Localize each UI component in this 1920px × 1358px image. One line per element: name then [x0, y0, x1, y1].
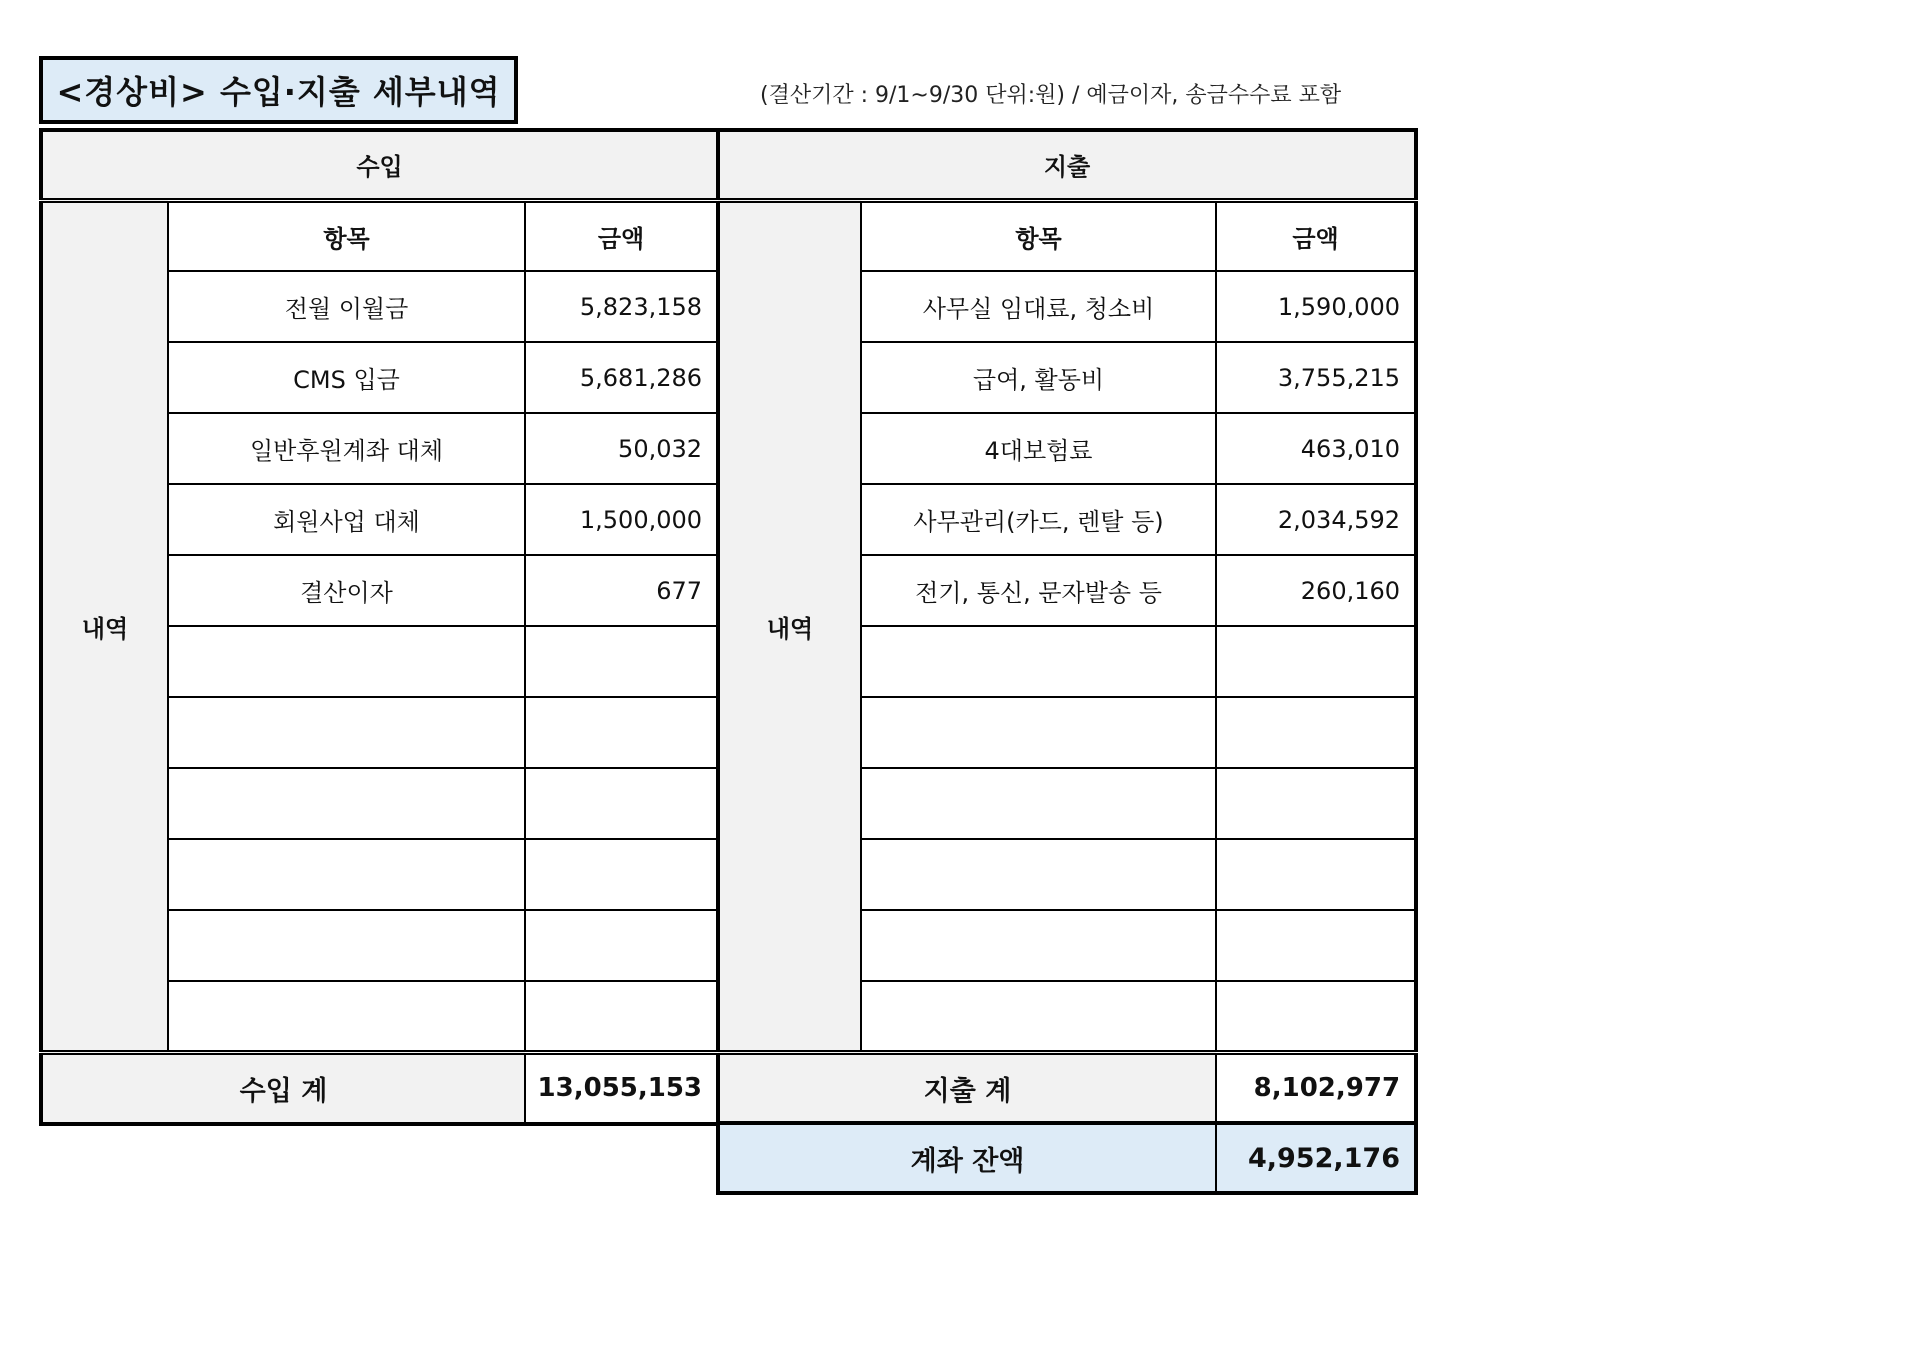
income-item-cell — [168, 839, 525, 910]
income-item-cell: 결산이자 — [168, 555, 525, 626]
expense-amount-cell: 2,034,592 — [1216, 484, 1416, 555]
expense-item-cell — [861, 697, 1216, 768]
balance-label: 계좌 잔액 — [718, 1123, 1216, 1193]
income-col-item-header: 항목 — [168, 200, 525, 271]
balance-table — [716, 1121, 1418, 1195]
expense-amount-cell — [1216, 626, 1416, 697]
income-total-label: 수입 계 — [41, 1052, 525, 1124]
income-amount-cell: 5,681,286 — [525, 342, 718, 413]
income-section-header: 수입 — [41, 130, 718, 200]
expense-item-cell — [861, 981, 1216, 1052]
income-amount-cell — [525, 697, 718, 768]
expense-item-cell — [861, 910, 1216, 981]
income-amount-cell: 1,500,000 — [525, 484, 718, 555]
income-item-cell — [168, 697, 525, 768]
income-amount-cell — [525, 768, 718, 839]
income-amount-cell — [525, 981, 718, 1052]
income-side-label: 내역 — [41, 200, 168, 1052]
expense-amount-cell — [1216, 981, 1416, 1052]
expense-table — [716, 128, 1418, 1126]
page-title: <경상비> 수입·지출 세부내역 — [39, 56, 518, 124]
expense-item-cell — [861, 626, 1216, 697]
expense-amount-cell: 463,010 — [1216, 413, 1416, 484]
expense-amount-cell: 1,590,000 — [1216, 271, 1416, 342]
income-item-cell: 전월 이월금 — [168, 271, 525, 342]
income-amount-cell: 50,032 — [525, 413, 718, 484]
expense-item-cell: 4대보험료 — [861, 413, 1216, 484]
period-note: (결산기간 : 9/1~9/30 단위:원) / 예금이자, 송금수수료 포함 — [760, 83, 1342, 108]
expense-amount-cell — [1216, 697, 1416, 768]
expense-col-amount-header: 금액 — [1216, 200, 1416, 271]
income-item-cell — [168, 768, 525, 839]
income-item-cell: CMS 입금 — [168, 342, 525, 413]
expense-item-cell: 사무실 임대료, 청소비 — [861, 271, 1216, 342]
income-col-amount-header: 금액 — [525, 200, 718, 271]
expense-total-amount: 8,102,977 — [1216, 1052, 1416, 1124]
expense-section-header: 지출 — [718, 130, 1416, 200]
expense-side-label: 내역 — [718, 200, 861, 1052]
expense-amount-cell — [1216, 910, 1416, 981]
expense-amount-cell: 3,755,215 — [1216, 342, 1416, 413]
income-amount-cell — [525, 910, 718, 981]
income-amount-cell — [525, 626, 718, 697]
income-total-amount: 13,055,153 — [525, 1052, 718, 1124]
expense-item-cell: 사무관리(카드, 렌탈 등) — [861, 484, 1216, 555]
expense-item-cell — [861, 768, 1216, 839]
expense-item-cell — [861, 839, 1216, 910]
income-item-cell — [168, 981, 525, 1052]
expense-amount-cell — [1216, 839, 1416, 910]
balance-amount: 4,952,176 — [1216, 1123, 1416, 1193]
income-item-cell — [168, 626, 525, 697]
income-table — [39, 128, 720, 1126]
expense-total-label: 지출 계 — [718, 1052, 1216, 1124]
expense-amount-cell — [1216, 768, 1416, 839]
expense-col-item-header: 항목 — [861, 200, 1216, 271]
expense-item-cell: 전기, 통신, 문자발송 등 — [861, 555, 1216, 626]
expense-amount-cell: 260,160 — [1216, 555, 1416, 626]
income-item-cell — [168, 910, 525, 981]
income-amount-cell — [525, 839, 718, 910]
expense-item-cell: 급여, 활동비 — [861, 342, 1216, 413]
income-item-cell: 회원사업 대체 — [168, 484, 525, 555]
income-item-cell: 일반후원계좌 대체 — [168, 413, 525, 484]
income-amount-cell: 5,823,158 — [525, 271, 718, 342]
income-amount-cell: 677 — [525, 555, 718, 626]
